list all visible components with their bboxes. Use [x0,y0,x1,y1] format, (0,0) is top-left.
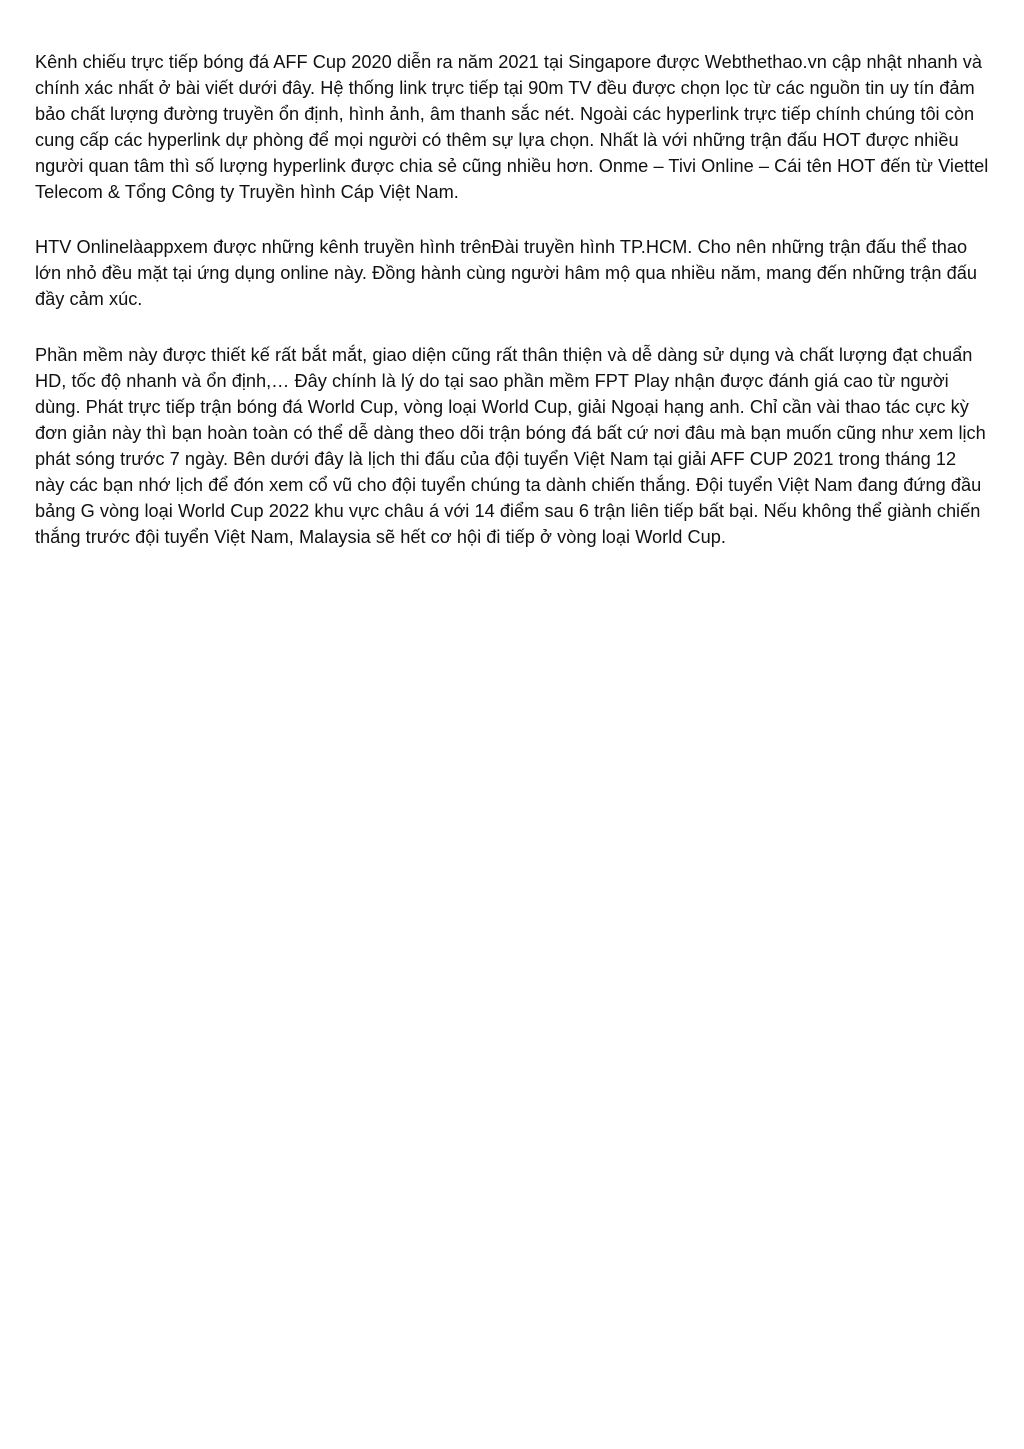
paragraph-3: Phần mềm này được thiết kế rất bắt mắt, giao diện cũng rất thân thiện và dễ dàng sử dụng và chất lượng đạt chuẩn HD, tốc độ nhanh và ổn định,… Đây chính là lý do tại sao phần mềm FPT Play nhận được đánh giá cao từ người dùng. Phát trực tiếp trận bóng đá World Cup, vòng loại World Cup, giải Ngoại hạng anh. Chỉ cần vài thao tác cực kỳ đơn giản này thì bạn hoàn toàn có thể dễ dàng theo dõi trận bóng đá bất cứ nơi đâu mà bạn muốn cũng như xem lịch phát sóng trước 7 ngày. Bên dưới đây là lịch thi đấu của đội tuyển Việt Nam tại giải AFF CUP 2021 trong tháng 12 này các bạn nhớ lịch để đón xem cổ vũ cho đội tuyển chúng ta dành chiến thắng. Đội tuyển Việt Nam đang đứng đầu bảng G vòng loại World Cup 2022 khu vực châu á với 14 điểm sau 6 trận liên tiếp bất bại. Nếu không thể giành chiến thắng trước đội tuyển Việt Nam, Malaysia sẽ hết cơ hội đi tiếp ở vòng loại World Cup. [35,345,986,547]
paragraph-1: Kênh chiếu trực tiếp bóng đá AFF Cup 2020 diễn ra năm 2021 tại Singapore được Webthethao.vn cập nhật nhanh và chính xác nhất ở bài viết dưới đây. Hệ thống link trực tiếp tại 90m TV đều được chọn lọc từ các nguồn tin uy tín đảm bảo chất lượng đường truyền ổn định, hình ảnh, âm thanh sắc nét. Ngoài các hyperlink trực tiếp chính chúng tôi còn cung cấp các hyperlink dự phòng để mọi người có thêm sự lựa chọn. Nhất là với những trận đấu HOT được nhiều người quan tâm thì số lượng hyperlink được chia sẻ cũng nhiều hơn. Onme – Tivi Online – Cái tên HOT đến từ Viettel Telecom & Tổng Công ty Truyền hình Cáp Việt Nam. [35,52,989,202]
paragraph-2: HTV Onlinelàappxem được những kênh truyền hình trênĐài truyền hình TP.HCM. Cho nên những trận đấu thể thao lớn nhỏ đều mặt tại ứng dụng online này. Đồng hành cùng người hâm mộ qua nhiều năm, mang đến những trận đấu đầy cảm xúc. [35,237,977,310]
document-page [35,50,990,580]
